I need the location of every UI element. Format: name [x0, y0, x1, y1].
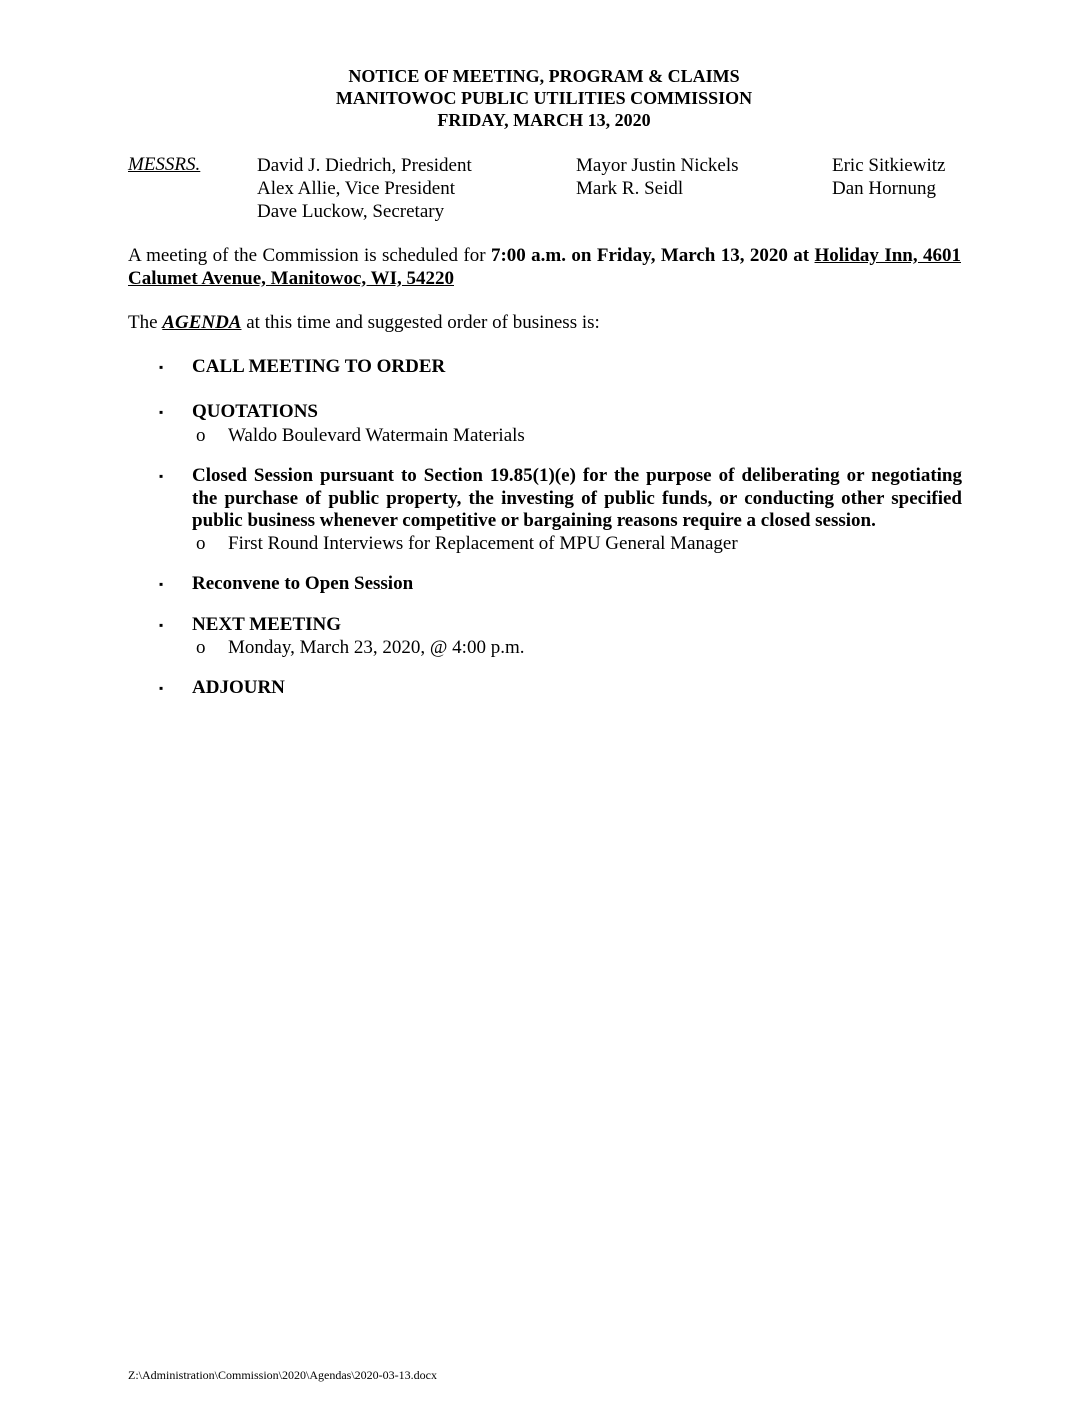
agenda-subitem [196, 533, 738, 555]
intro-time: 7:00 a.m. on Friday, March 13, 2020 at [490, 245, 815, 266]
agenda-intro-before: The [128, 312, 163, 333]
square-bullet-icon: ▪ [159, 469, 164, 483]
header-title: NOTICE OF MEETING, PROGRAM & CLAIMS [348, 66, 740, 86]
square-bullet-icon: ▪ [159, 618, 164, 632]
members-column-1 [257, 154, 472, 223]
member-name: Mayor Justin Nickels [576, 155, 739, 176]
member-name: Dave Luckow, Secretary [257, 201, 445, 222]
header-organization: MANITOWOC PUBLIC UTILITIES COMMISSION [335, 88, 753, 108]
agenda-subitem-text: First Round Interviews for Replacement of MPU General Manager [228, 533, 738, 554]
agenda-item-title: Reconvene to Open Session [192, 573, 414, 594]
members-column-3 [832, 154, 945, 200]
member-name: Mark R. Seidl [576, 178, 684, 199]
messrs-label: MESSRS. [128, 154, 201, 175]
agenda-item-title: ADJOURN [192, 677, 285, 698]
sub-bullet-icon: o [196, 425, 206, 446]
agenda-subitem [196, 425, 525, 447]
square-bullet-icon: ▪ [159, 360, 164, 374]
members-list [128, 154, 968, 224]
agenda-item-title: CALL MEETING TO ORDER [192, 356, 446, 377]
member-name: Dan Hornung [832, 178, 936, 199]
document-header [0, 65, 1088, 131]
sub-bullet-icon: o [196, 533, 206, 554]
agenda-subitem-text: Monday, March 23, 2020, @ 4:00 p.m. [228, 637, 525, 658]
agenda-item-title: QUOTATIONS [192, 401, 318, 422]
member-name: Eric Sitkiewitz [832, 155, 946, 176]
header-date: FRIDAY, MARCH 13, 2020 [437, 110, 651, 130]
square-bullet-icon: ▪ [159, 405, 164, 419]
sub-bullet-icon: o [196, 637, 206, 658]
agenda-item-title: NEXT MEETING [192, 614, 342, 635]
member-name: Alex Allie, Vice President [257, 178, 455, 199]
agenda-item-title: Closed Session pursuant to Section 19.85(1)(e) for the purpose of deliberating or negotiating the purchase of public property, the investing of public funds, or conducting other specified public business whenever competitive or bargaining reasons require a closed session. [192, 465, 962, 531]
members-column-2 [576, 154, 739, 200]
intro-text: A meeting of the Commission is scheduled for [128, 245, 491, 266]
agenda-intro-line [128, 312, 600, 334]
intro-location: Holiday Inn, 4601 Calumet Avenue, Manitowoc, WI, 54220 [128, 245, 961, 289]
member-name: David J. Diedrich, President [257, 155, 472, 176]
document-file-path: Z:\Administration\Commission\2020\Agendas\2020-03-13.docx [128, 1368, 437, 1382]
meeting-intro-paragraph [128, 244, 961, 290]
agenda-intro-after: at this time and suggested order of business is: [241, 312, 600, 333]
agenda-subitem-text: Waldo Boulevard Watermain Materials [228, 425, 525, 446]
square-bullet-icon: ▪ [159, 577, 164, 591]
agenda-label: AGENDA [162, 312, 242, 333]
agenda-subitem [196, 637, 525, 659]
square-bullet-icon: ▪ [159, 681, 164, 695]
